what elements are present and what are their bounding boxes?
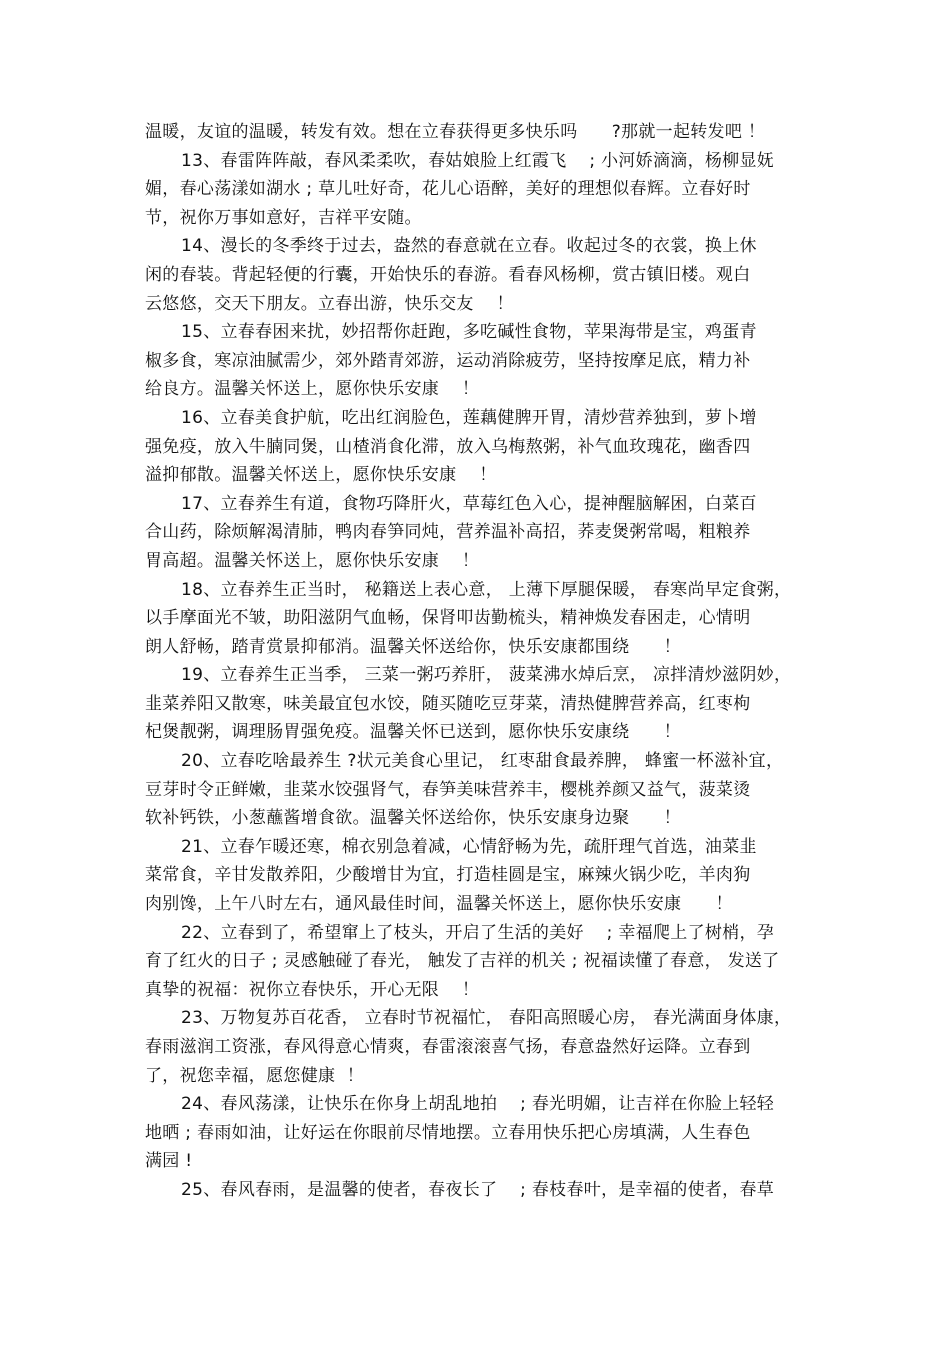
text-line: 地晒 ; 春雨如油，让好运在你眼前尽情地摆。立春用快乐把心房填满，人生春色 <box>145 1122 751 1143</box>
text-line: 强免疫，放入牛腩同煲，山楂消食化滞，放入乌梅熬粥，补气血玫瑰花，幽香四 <box>145 436 751 457</box>
text-line: 真挚的祝福：祝你立春快乐，开心无限 ！ <box>145 979 480 1000</box>
text-line: 17、立春养生有道，食物巧降肝火，草莓红色入心，提神醒脑解困，白菜百 <box>181 493 757 514</box>
text-line: 给良方。温馨关怀送上，愿你快乐安康 ！ <box>145 379 480 400</box>
text-line: 22、立春到了，希望窜上了枝头，开启了生活的美好 ; 幸福爬上了树梢，孕 <box>181 922 775 943</box>
text-line: 椒多食，寒凉油腻需少，郊外踏青郊游，运动消除疲劳，坚持按摩足底，精力补 <box>145 350 751 371</box>
text-line: 14、漫长的冬季终于过去，盎然的春意就在立春。收起过冬的衣裳，换上休 <box>181 236 757 257</box>
text-line: 春雨滋润工资涨，春风得意心情爽，春雷滚滚喜气扬，春意盎然好运降。立春到 <box>145 1037 751 1057</box>
text-line: 韭菜养阳又散寒，味美最宜包水饺，随买随吃豆芽菜，清热健脾营养高，红枣枸 <box>145 693 751 714</box>
text-line: 朗人舒畅，踏青赏景抑郁消。温馨关怀送给你，快乐安康都围绕 ！ <box>145 636 681 657</box>
text-line: 21、立春乍暖还寒，棉衣别急着减，心情舒畅为先，疏肝理气首选，油菜韭 <box>181 836 757 857</box>
text-line: 温暖，友谊的温暖，转发有效。想在立春获得更多快乐吗 ?那就一起转发吧 ！ <box>145 122 766 142</box>
text-line: 育了红火的日子 ; 灵感触碰了春光， 触发了吉祥的机关 ; 祝福读懂了春意， 发送了 <box>145 951 780 972</box>
document-body <box>145 118 810 1205</box>
text-line: 20、立春吃啥最养生 ?状元美食心里记， 红枣甜食最养脾， 蜂蜜一杯滋补宜， <box>181 751 784 772</box>
text-line: 菜常食，辛甘发散养阳，少酸增甘为宜，打造桂圆是宝，麻辣火锅少吃，羊肉狗 <box>145 865 751 886</box>
text-line: 云悠悠，交天下朋友。立春出游，快乐交友 ！ <box>145 293 514 314</box>
text-line: 19、立春养生正当季， 三菜一粥巧养肝， 菠菜沸水焯后烹， 凉拌清炒滋阴妙， <box>181 665 792 686</box>
text-line: 13、春雷阵阵敲，春风柔柔吹，春姑娘脸上红霞飞 ; 小河娇滴滴，杨柳显妩 <box>181 150 775 171</box>
text-line: 以手摩面光不皱，助阳滋阴气血畅，保肾叩齿勤梳头，精神焕发春困走，心情明 <box>145 608 751 629</box>
text-line: 胃高超。温馨关怀送上，愿你快乐安康 ！ <box>145 550 480 571</box>
text-line: 满园 ! <box>145 1151 193 1172</box>
text-line: 肉别馋，上午八时左右，通风最佳时间，温馨关怀送上，愿你快乐安康 ！ <box>145 894 733 915</box>
text-line: 24、春风荡漾，让快乐在你身上胡乱地拍 ; 春光明媚，让吉祥在你脸上轻轻 <box>181 1094 775 1115</box>
text-line: 媚，春心荡漾如湖水 ; 草儿吐好奇，花儿心语醉，美好的理想似春辉。立春好时 <box>145 179 751 200</box>
text-line: 23、万物复苏百花香， 立春时节祝福忙， 春阳高照暖心房， 春光满面身体康， <box>181 1008 792 1029</box>
text-line: 了，祝您幸福，愿您健康 ！ <box>145 1065 365 1086</box>
text-line: 合山药，除烦解渴清肺，鸭肉春笋同炖，营养温补高招，荞麦煲粥常喝，粗粮养 <box>145 522 751 543</box>
text-line: 闲的春装。背起轻便的行囊，开始快乐的春游。看春风杨柳，赏古镇旧楼。观白 <box>145 264 751 285</box>
text-line: 18、立春养生正当时， 秘籍送上表心意， 上薄下厚腿保暖， 春寒尚早定食粥， <box>181 579 792 600</box>
text-line: 15、立春春困来扰，妙招帮你赶跑，多吃碱性食物，苹果海带是宝，鸡蛋青 <box>181 322 757 343</box>
text-line: 节，祝你万事如意好，吉祥平安随。 <box>145 207 422 228</box>
text-line: 溢抑郁散。温馨关怀送上，愿你快乐安康 ！ <box>145 465 497 486</box>
text-line: 25、春风春雨，是温馨的使者，春夜长了 ; 春枝春叶，是幸福的使者，春草 <box>181 1179 775 1200</box>
text-line: 软补钙铁，小葱蘸酱增食欲。温馨关怀送给你，快乐安康身边聚 ！ <box>145 808 681 829</box>
text-line: 杞煲靓粥，调理肠胃强免疫。温馨关怀已送到，愿你快乐安康绕 ！ <box>145 722 681 743</box>
text-line: 16、立春美食护航，吃出红润脸色，莲藕健脾开胃，清炒营养独到，萝卜增 <box>181 407 757 428</box>
text-line: 豆芽时令正鲜嫩，韭菜水饺强肾气，春笋美味营养丰，樱桃养颜又益气，菠菜烫 <box>145 779 751 800</box>
